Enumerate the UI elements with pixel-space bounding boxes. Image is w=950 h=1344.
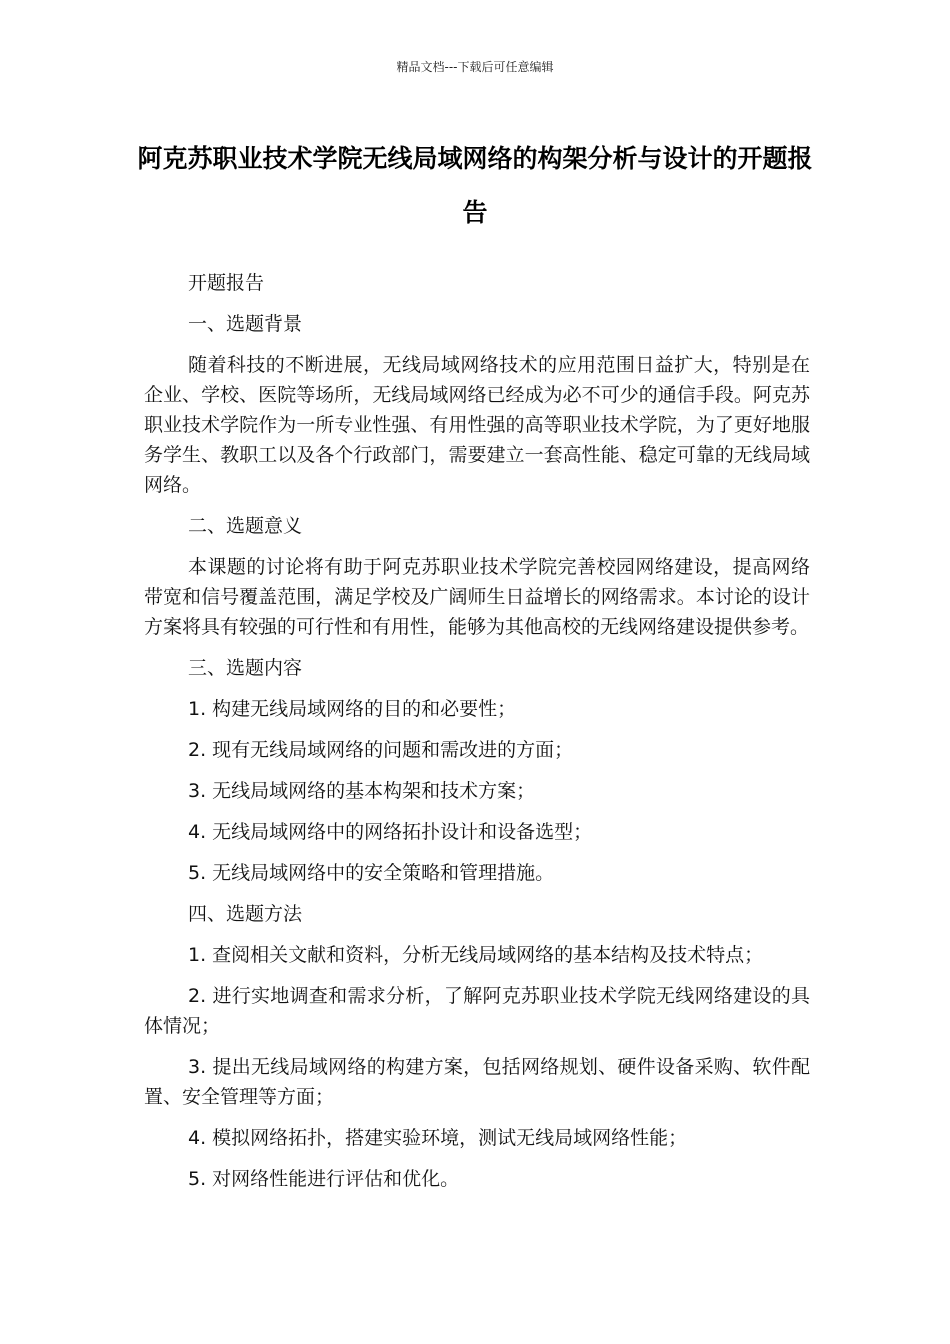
method-list-item: 2. 进行实地调查和需求分析，了解阿克苏职业技术学院无线网络建设的具体情况；	[144, 985, 810, 1037]
method-list-item: 1. 查阅相关文献和资料，分析无线局域网络的基本结构及技术特点；	[188, 944, 764, 966]
section-label-opening-report: 开题报告	[188, 272, 265, 294]
section-heading-methods: 四、选题方法	[188, 903, 303, 925]
paragraph-background: 随着科技的不断进展，无线局域网络技术的应用范围日益扩大，特别是在企业、学校、医院等场所，无线局域网络已经成为必不可少的通信手段。阿克苏职业技术学院作为一所专业性强、有用性强的高等职业技术学院，为了更好地服务学生、教职工以及各个行政部门，需要建立一套高性能、稳定可靠的无线局域网络。	[144, 354, 810, 496]
method-list-item: 4. 模拟网络拓扑，搭建实验环境，测试无线局域网络性能；	[188, 1127, 688, 1149]
content-list-item: 2. 现有无线局域网络的问题和需改进的方面；	[188, 739, 574, 761]
content-list-item: 1. 构建无线局域网络的目的和必要性；	[188, 698, 517, 720]
content-list-item: 4. 无线局域网络中的网络拓扑设计和设备选型；	[188, 821, 593, 843]
document-body	[144, 268, 810, 1205]
content-list-item: 5. 无线局域网络中的安全策略和管理措施。	[188, 862, 555, 884]
paragraph-significance: 本课题的讨论将有助于阿克苏职业技术学院完善校园网络建设，提高网络带宽和信号覆盖范围，满足学校及广阔师生日益增长的网络需求。本讨论的设计方案将具有较强的可行性和有用性，能够为其他高校的无线网络建设提供参考。	[144, 556, 810, 638]
section-heading-background: 一、选题背景	[188, 313, 303, 335]
section-heading-content: 三、选题内容	[188, 657, 303, 679]
content-list-item: 3. 无线局域网络的基本构架和技术方案；	[188, 780, 536, 802]
method-list-item: 5. 对网络性能进行评估和优化。	[188, 1168, 460, 1190]
section-heading-significance: 二、选题意义	[188, 515, 303, 537]
method-list-item: 3. 提出无线局域网络的构建方案，包括网络规划、硬件设备采购、软件配置、安全管理等方面；	[144, 1056, 810, 1108]
page-header-watermark: 精品文档---下载后可任意编辑	[396, 60, 554, 74]
document-title: 阿克苏职业技术学院无线局域网络的构架分析与设计的开题报告	[137, 144, 813, 227]
